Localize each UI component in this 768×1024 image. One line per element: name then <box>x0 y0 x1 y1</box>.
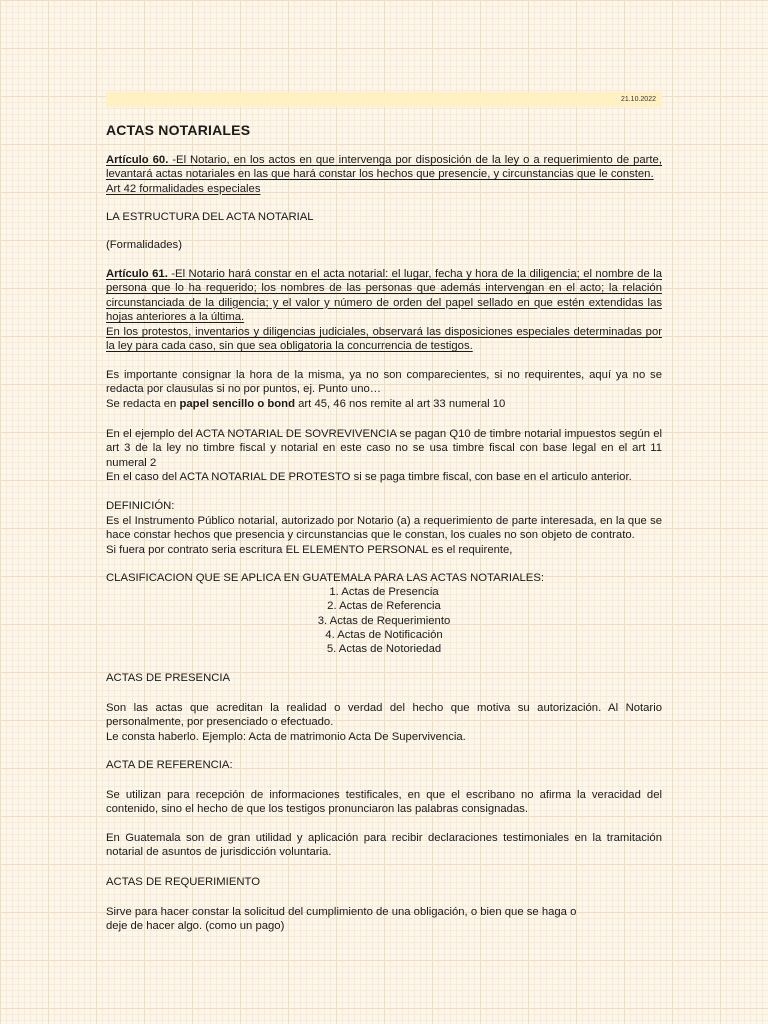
formalidades-note: (Formalidades) <box>106 239 182 251</box>
list-item: 1. Actas de Presencia <box>329 586 439 598</box>
ejemplo-line-1: En el ejemplo del ACTA NOTARIAL DE SOVREVIVENCIA se pagan Q10 de timbre notarial impuestos según el art 3 de la ley no timbre fiscal y notarial en este caso no se usa timbre fiscal con base legal en el art 11 numeral 2 <box>106 428 662 469</box>
article-60-text: -El Notario, en los actos en que intervenga por disposición de la ley o a requerimiento de parte, levantará actas notariales en las que hará constar los hechos que presencie, y circunstancias que le consten. <box>106 154 662 181</box>
ejemplo-line-2: En el caso del ACTA NOTARIAL DE PROTESTO si se paga timbre fiscal, con base en el articulo anterior. <box>106 470 632 483</box>
importante-line-2-post: art 45, 46 nos remite al art 33 numeral 10 <box>294 397 506 410</box>
article-61-label: Artículo 61. <box>106 268 168 280</box>
referencia-heading: ACTA DE REFERENCIA: <box>106 759 233 771</box>
list-item: 3. Actas de Requerimiento <box>317 614 451 627</box>
definicion-text: Es el Instrumento Público notarial, autorizado por Notario (a) a requerimiento de parte interesada, en la que se hace constar hechos que presencia y circunstancias que le constan, los cuales no son objeto de contrato. <box>106 515 662 542</box>
definicion-text-2: Si fuera por contrato seria escritura EL ELEMENTO PERSONAL es el requirente, <box>106 543 513 556</box>
referencia-paragraph: Se utilizan para recepción de informaciones testificales, en que el escribano no afirma la veracidad del contenido, sino el hecho de que los testigos pronunciaron las palabras consignadas. <box>106 789 662 816</box>
presencia-paragraph <box>106 701 662 744</box>
article-61-paragraph-2: En los protestos, inventarios y diligencias judiciales, observará las disposiciones especiales determinadas por la ley para cada caso, sin que sea obligatoria la concurrencia de testigos. <box>106 326 662 353</box>
requerimiento-heading: ACTAS DE REQUERIMIENTO <box>106 876 260 888</box>
list-item: 5. Actas de Notoriedad <box>326 643 442 656</box>
list-item: 4. Actas de Notificación <box>325 628 443 641</box>
header-date-bar <box>106 92 662 107</box>
article-61-text: -El Notario hará constar en el acta notarial: el lugar, fecha y hora de la diligencia; el nombre de la persona que lo ha requerido; los nombres de las personas que además intervengan en el acto; la relación circunstanciada de la diligencia; y el valor y número de orden del papel sellado en que estén extendidas las hojas anteriores a la última. <box>106 268 662 323</box>
estructura-heading: LA ESTRUCTURA DEL ACTA NOTARIAL <box>106 211 314 223</box>
presencia-text-2: Le consta haberlo. Ejemplo: Acta de matrimonio Acta De Supervivencia. <box>106 730 466 743</box>
importante-paragraph <box>106 368 662 411</box>
requerimiento-line-1: Sirve para hacer constar la solicitud del cumplimiento de una obligación, o bien que se haga o <box>106 906 577 918</box>
article-60 <box>106 153 662 196</box>
requerimiento-paragraph <box>106 905 662 934</box>
presencia-text: Son las actas que acreditan la realidad o verdad del hecho que motiva su autorización. Al Notario personalmente, por presenciado o efectuado. <box>106 702 662 729</box>
definicion-heading: DEFINICIÓN: <box>106 500 175 512</box>
requerimiento-line-2: deje de hacer algo. (como un pago) <box>106 920 285 933</box>
clasificacion-list <box>106 585 662 656</box>
ejemplo-paragraph <box>106 427 662 484</box>
article-60-note: Art 42 formalidades especiales <box>106 182 261 195</box>
importante-line-2-pre: Se redacta en <box>106 397 180 410</box>
clasificacion-heading: CLASIFICACION QUE SE APLICA EN GUATEMALA PARA LAS ACTAS NOTARIALES: <box>106 572 544 584</box>
definicion-paragraph <box>106 514 662 557</box>
article-61 <box>106 267 662 324</box>
papel-bond-emphasis: papel sencillo o bond <box>179 397 295 410</box>
referencia-paragraph-2: En Guatemala son de gran utilidad y aplicación para recibir declaraciones testimoniales en la tramitación notarial de asuntos de jurisdicción voluntaria. <box>106 832 662 859</box>
document-title: ACTAS NOTARIALES <box>106 122 251 138</box>
presencia-heading: ACTAS DE PRESENCIA <box>106 672 231 684</box>
document-date: 21.10.2022 <box>620 96 656 103</box>
article-60-label: Artículo 60. <box>106 154 169 166</box>
list-item: 2. Actas de Referencia <box>327 600 441 613</box>
importante-line-1: Es importante consignar la hora de la misma, ya no son comparecientes, si no requirentes, aquí ya no se redacta por clausulas si no por puntos, ej. Punto uno… <box>106 369 662 396</box>
